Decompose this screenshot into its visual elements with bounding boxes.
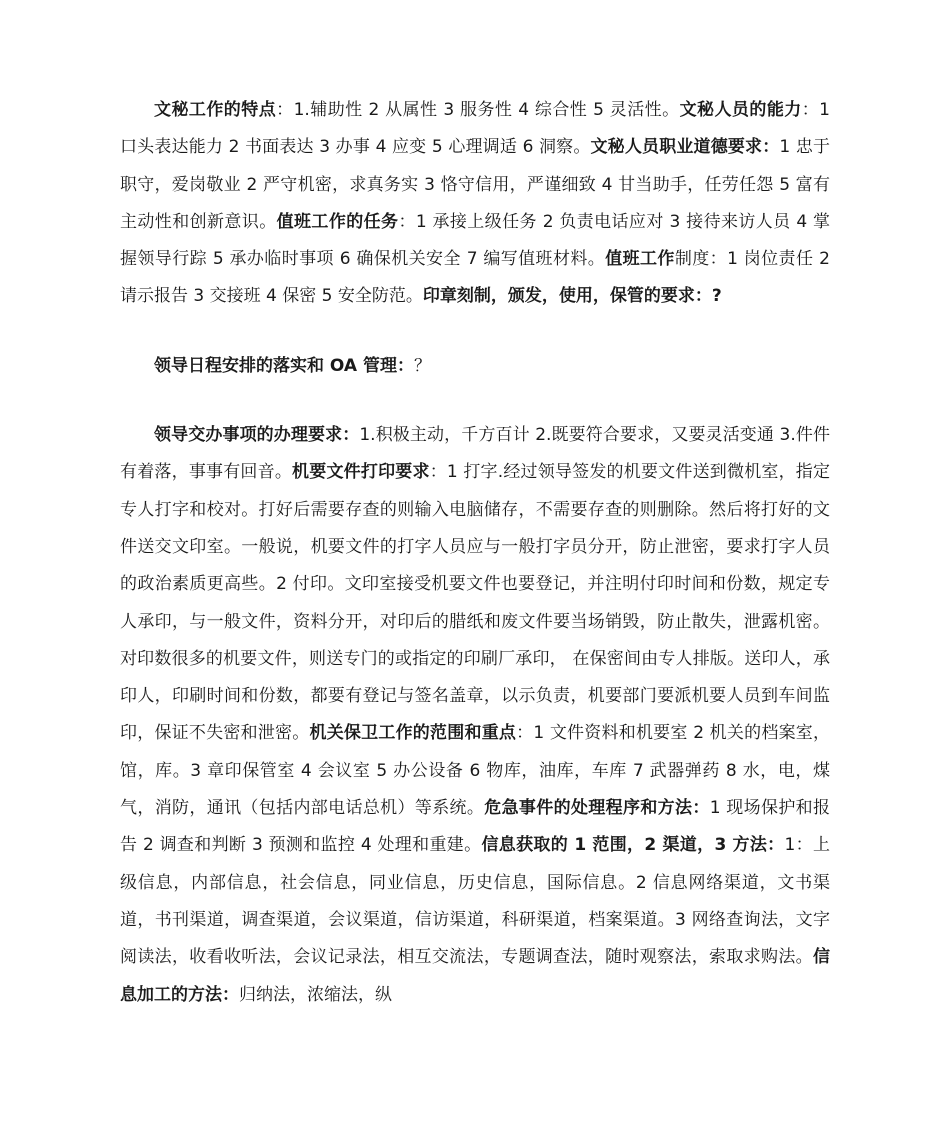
body-text: 归纳法，浓缩法，纵 [239,984,392,1005]
body-text: ：1 打字.经过领导签发的机要文件送到微机室，指定专人打字和校对。打好后需要存查的则输入电脑储存，不需要存查的则删除。然后将打好的文件送交文印室。一般说，机要文件的打字人员应与一般打字员分开，防止泄密，要求打字人员的政治素质更高些。2 付印。文印室接受机要文件也要登记，并注明付印时间和份数，规定专人承印，与一般文件，资料分开，对印后的腊纸和废文件要当场销毁，防止散失，泄露机密。对印数很多的机要文件，则送专门的或指定的印刷厂承印， 在保密间由专人排版。送印人，承印人，印刷时间和份数，都要有登记与签名盖章，以示负责，机要部门要派机要人员到车间监印，保证不失密和泄密。 [120,462,831,744]
body-text: ：1 口头表达能力 2 书面表达 3 办事 4 应变 5 心理调适 6 洞察。 [120,100,831,158]
paragraph-leader-assignments [120,417,830,1014]
bold-heading: 危急事件的处理程序和方法： [484,798,710,819]
bold-heading: 机关保卫工作的范围和重点 [309,723,517,744]
body-text: 1 忠于职守，爱岗敬业 2 严守机密，求真务实 3 恪守信用，严谨细致 4 甘当助手，任劳任怨 5 富有主动性和创新意识。 [120,137,830,232]
paragraph-secretarial-work [120,92,830,316]
bold-heading: 机要文件打印要求 [292,462,430,483]
bold-heading: 文秘人员的能力 [679,100,802,120]
bold-heading: 值班工作 [605,249,675,270]
bold-heading: 文秘人员职业道德要求： [590,137,780,158]
bold-heading: 领导日程安排的落实和 OA 管理： [154,355,414,376]
bold-heading: 信息获取的 1 范围，2 渠道，3 方法： [481,835,785,856]
bold-heading: 信息加工的方法： [120,947,830,1005]
body-text: 1 现场保护和报告 2 调查和判断 3 预测和监控 4 处理和重建。 [120,798,831,856]
bold-heading: 印章刻制，颁发，使用，保管的要求：? [422,286,722,307]
body-text: 1：上级信息，内部信息，社会信息，同业信息，历史信息，国际信息。2 信息网络渠道，文书渠道，书刊渠道，调查渠道，会议渠道，信访渠道，科研渠道，档案渠道。3 网络查询法，文字阅读法，收看收听法，会议记录法，相互交流法，专题调查法，随时观察法，索取求购法。 [120,835,830,968]
bold-heading: 文秘工作的特点 [154,100,277,120]
bold-heading: 领导交办事项的办理要求： [154,425,360,446]
body-text: 制度：1 岗位责任 2 请示报告 3 交接班 4 保密 5 安全防范。 [120,249,830,307]
body-text: ：1 承接上级任务 2 负责电话应对 3 接待来访人员 4 掌握领导行踪 5 承办临时事项 6 确保机关安全 7 编写值班材料。 [120,211,831,270]
paragraph-leader-schedule [120,348,830,385]
body-text: ：1.辅助性 2 从属性 3 服务性 4 综合性 5 灵活性。 [276,100,680,120]
bold-heading: 值班工作的任务 [276,211,399,232]
body-text: ：1 文件资料和机要室 2 机关的档案室，馆，库。3 章印保管室 4 会议室 5 办公设备 6 物库，油库，车库 7 武器弹药 8 水，电，煤气，消防，通讯（包括内部电话总机）等系统。 [120,723,831,819]
body-text: 1.积极主动，千方百计 2.既要符合要求，又要灵活变通 3.件件有着落，事事有回音。 [120,425,830,483]
body-text: ？ [414,355,431,376]
